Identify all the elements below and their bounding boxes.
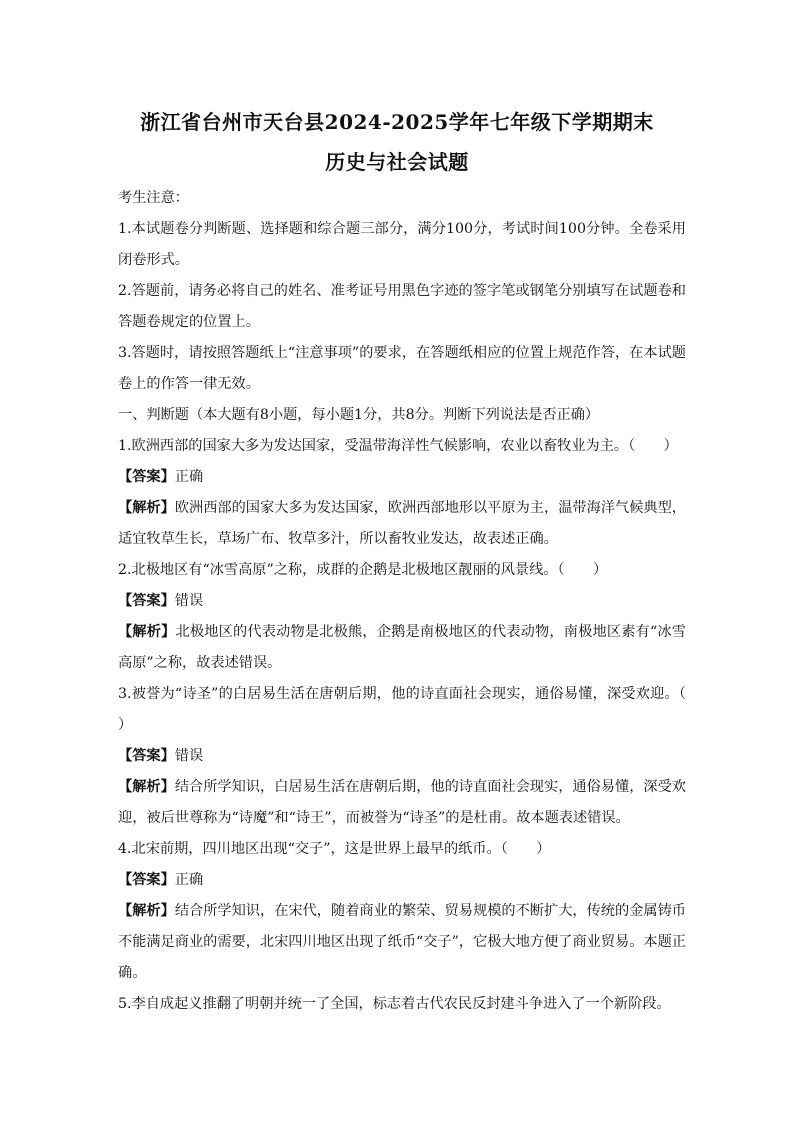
notes-item-3: 3.答题时，请按照答题纸上“注意事项”的要求，在答题纸相应的位置上规范作答，在本试题卷上的作答一律无效。 — [118, 345, 686, 392]
answer-tag: 【答案】 — [118, 748, 175, 764]
answer-2 — [118, 586, 686, 617]
answer-4 — [118, 865, 686, 896]
analysis-tag: 【解析】 — [118, 779, 175, 795]
analysis-4 — [118, 896, 686, 989]
question-5: 5.李自成起义推翻了明朝并统一了全国，标志着古代农民反封建斗争进入了一个新阶段。 — [118, 996, 671, 1012]
analysis-text: 结合所学知识，在宋代，随着商业的繁荣、贸易规模的不断扩大，传统的金属铸币不能满足商业的需要，北宋四川地区出现了纸币“交子”，它极大地方便了商业贸易。本题正确。 — [118, 903, 686, 981]
answer-tag: 【答案】 — [118, 469, 175, 485]
analysis-tag: 【解析】 — [118, 624, 176, 640]
analysis-2 — [118, 617, 686, 679]
analysis-text: 北极地区的代表动物是北极熊，企鹅是南极地区的代表动物，南极地区素有“冰雪高原”之称，故表述错误。 — [118, 624, 686, 671]
notes-item-2: 2.答题前，请务必将自己的姓名、准考证号用黑色字迹的签字笔或钢笔分别填写在试题卷和答题卷规定的位置上。 — [118, 283, 686, 330]
analysis-3 — [118, 772, 686, 834]
answer-value: 错误 — [174, 593, 204, 609]
analysis-1 — [118, 493, 686, 555]
section-heading: 一、判断题（本大题有8小题，每小题1分，共8分。判断下列说法是否正确） — [118, 407, 600, 423]
analysis-text: 欧洲西部的国家大多为发达国家，欧洲西部地形以平原为主，温带海洋气候典型，适宜牧草生长，草场广布、牧草多汁，所以畜牧业发达，故表述正确。 — [118, 500, 686, 547]
analysis-tag: 【解析】 — [118, 500, 175, 516]
question-2: 2.北极地区有“冰雪高原”之称，成群的企鹅是北极地区靓丽的风景线。（ ） — [118, 562, 608, 578]
answer-value: 正确 — [174, 469, 204, 485]
answer-value: 正确 — [174, 872, 204, 888]
question-4: 4.北宋前期，四川地区出现“交子”，这是世界上最早的纸币。（ ） — [118, 841, 551, 857]
question-1: 1.欧洲西部的国家大多为发达国家，受温带海洋性气候影响，农业以畜牧业为主。（ ） — [118, 438, 678, 454]
answer-3 — [118, 741, 686, 772]
page-title: 浙江省台州市天台县2024-2025学年七年级下学期期末 — [140, 110, 654, 134]
answer-1 — [118, 462, 686, 493]
answer-value: 错误 — [174, 748, 204, 764]
analysis-tag: 【解析】 — [118, 903, 175, 919]
page-subtitle: 历史与社会试题 — [325, 150, 469, 174]
analysis-text: 结合所学知识，白居易生活在唐朝后期，他的诗直面社会现实，通俗易懂，深受欢迎，被后世尊称为“诗魔”和“诗王”，而被誉为“诗圣”的是杜甫。故本题表述错误。 — [118, 779, 686, 826]
answer-tag: 【答案】 — [118, 872, 175, 888]
notes-item-1: 1.本试题卷分判断题、选择题和综合题三部分，满分100分，考试时间100分钟。全卷采用闭卷形式。 — [118, 221, 686, 268]
answer-tag: 【答案】 — [118, 593, 175, 609]
notes-heading: 考生注意： — [118, 190, 189, 206]
question-3: 3.被誉为“诗圣”的白居易生活在唐朝后期，他的诗直面社会现实，通俗易懂，深受欢迎。（ ） — [118, 686, 715, 733]
document-body — [118, 183, 715, 1020]
